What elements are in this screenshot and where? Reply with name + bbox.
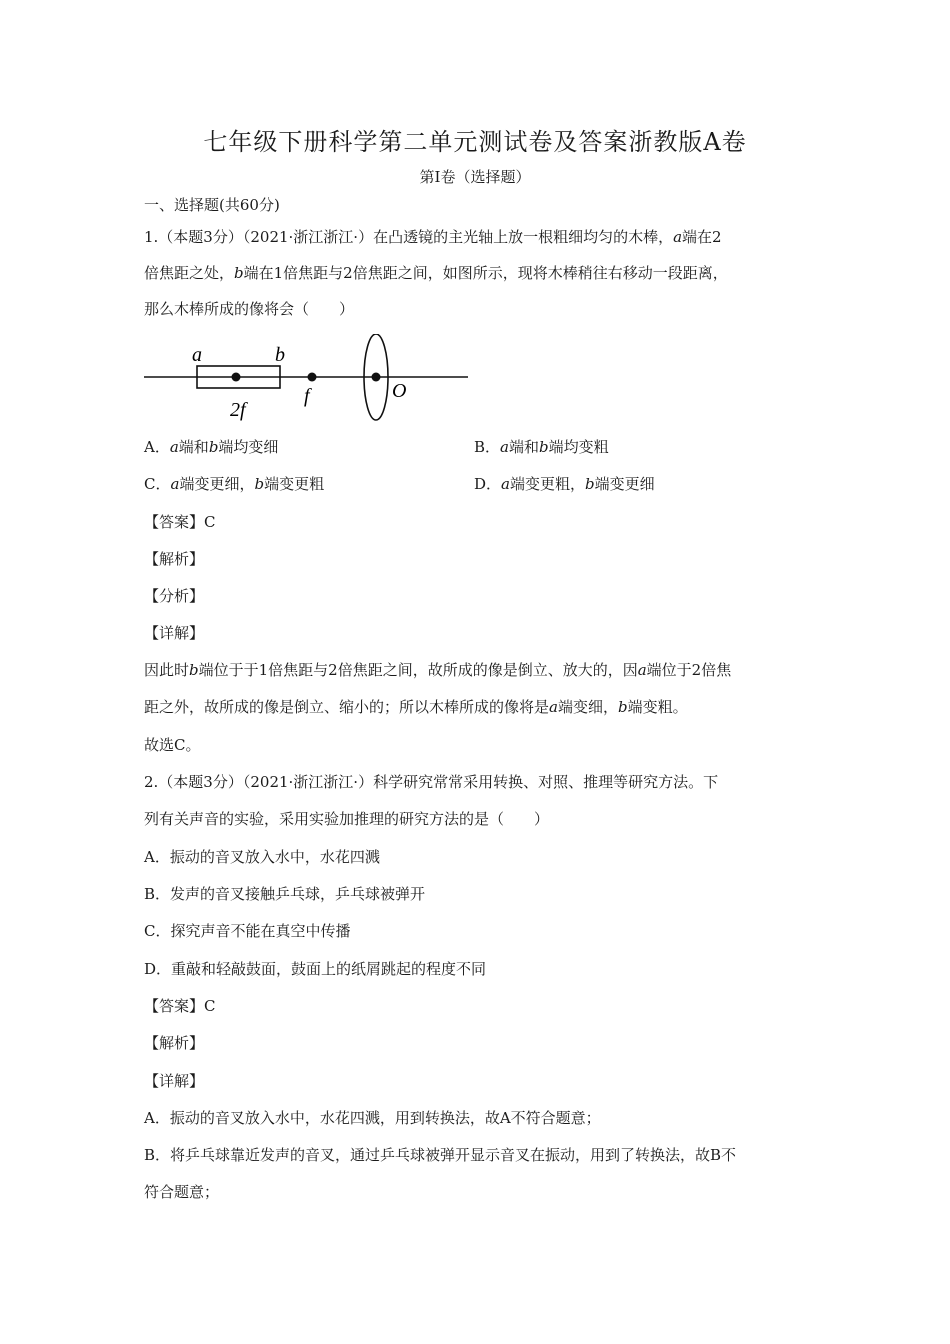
q2-option-a: A．振动的音叉放入水中，水花四溅	[144, 848, 380, 866]
page-title: 七年级下册科学第二单元测试卷及答案浙教版A卷	[203, 128, 747, 156]
q1-stem-line-3: 那么木棒所成的像将会（ ）	[144, 300, 355, 318]
lens-diagram	[140, 334, 475, 426]
q1-option-d: D．a端变更粗，b端变更细	[474, 475, 655, 493]
q2-explanation-b-line-2: 符合题意；	[144, 1183, 220, 1201]
q2-explanation-a: A．振动的音叉放入水中，水花四溅，用到转换法，故A不符合题意；	[144, 1109, 601, 1127]
point-optical-center	[372, 373, 381, 382]
q2-option-d: D．重敲和轻敲鼓面，鼓面上的纸屑跳起的程度不同	[144, 960, 487, 978]
q1-answer: 【答案】C	[144, 513, 216, 531]
label-f: f	[304, 385, 310, 407]
q1-explanation-line-2: 距之外，故所成的像是倒立、缩小的；所以木棒所成的像将是a端变细，b端变粗。	[144, 698, 688, 716]
q1-fenxi-heading: 【分析】	[144, 587, 205, 605]
q1-option-c: C．a端变更细，b端变更粗	[144, 475, 325, 493]
label-a: a	[192, 344, 202, 366]
label-b: b	[275, 344, 285, 366]
q1-stem-line-2: 倍焦距之处，b端在1倍焦距与2倍焦距之间，如图所示，现将木棒稍往右移动一段距离，	[144, 264, 728, 282]
point-f	[308, 373, 317, 382]
q2-detail-heading: 【详解】	[144, 1072, 205, 1090]
q2-option-b: B．发声的音叉接触乒乓球，乒乓球被弹开	[144, 885, 426, 903]
q1-option-a: A．a端和b端均变细	[144, 438, 279, 456]
q1-detail-heading: 【详解】	[144, 624, 205, 642]
q2-answer: 【答案】C	[144, 997, 216, 1015]
point-2f	[232, 373, 241, 382]
q1-analysis-heading: 【解析】	[144, 550, 205, 568]
q2-stem-line-2: 列有关声音的实验，采用实验加推理的研究方法的是（ ）	[144, 810, 550, 828]
label-2f: 2f	[230, 399, 246, 421]
q1-explanation-line-1: 因此时b端位于于1倍焦距与2倍焦距之间，故所成的像是倒立、放大的，因a端位于2倍焦	[144, 661, 732, 679]
q2-option-c: C．探究声音不能在真空中传播	[144, 922, 351, 940]
q2-analysis-heading: 【解析】	[144, 1034, 205, 1052]
q1-conclusion: 故选C。	[144, 736, 201, 754]
q2-explanation-b-line-1: B．将乒乓球靠近发声的音叉，通过乒乓球被弹开显示音叉在振动，用到了转换法，故B不	[144, 1146, 737, 1164]
page-subtitle: 第I卷（选择题）	[419, 168, 531, 186]
section-heading: 一、选择题(共60分)	[144, 196, 280, 214]
label-O: O	[392, 380, 407, 402]
q1-option-b: B．a端和b端均变粗	[474, 438, 609, 456]
q1-stem-line-1: 1.（本题3分）（2021·浙江浙江·）在凸透镜的主光轴上放一根粗细均匀的木棒，a端在2	[144, 228, 722, 246]
q2-stem-line-1: 2.（本题3分）（2021·浙江浙江·）科学研究常常采用转换、对照、推理等研究方法。下	[144, 773, 719, 791]
